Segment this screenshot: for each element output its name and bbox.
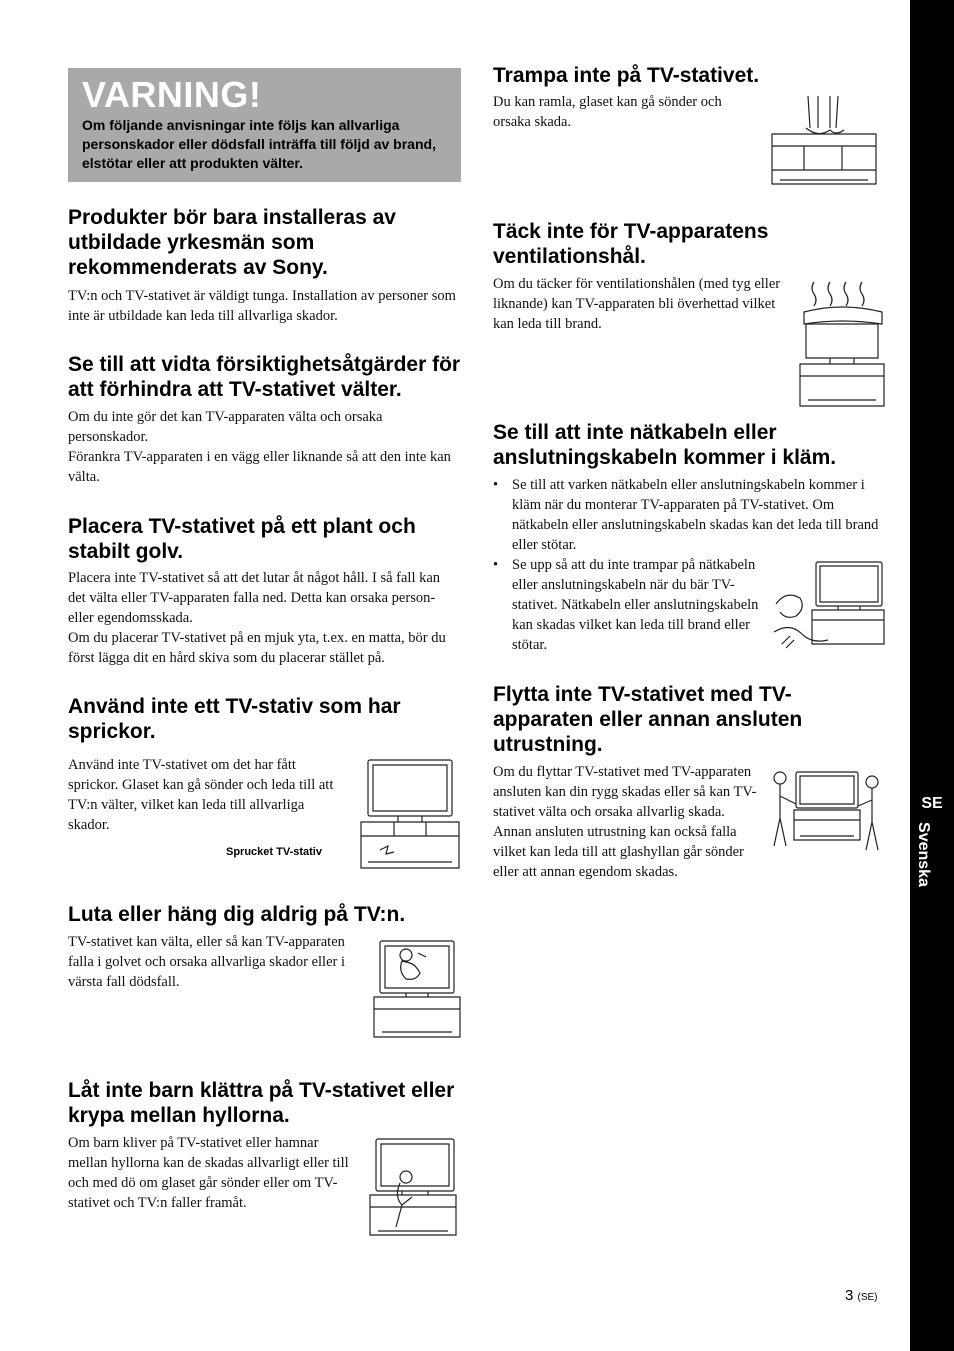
- warning-box: [68, 68, 461, 182]
- heading-children: Låt inte barn klättra på TV-stativet eller krypa mellan hyllorna.: [68, 1079, 455, 1127]
- bullet-marker: •: [493, 477, 499, 493]
- body-step: Du kan ramla, glaset kan gå sönder och orsaka skada.: [493, 94, 722, 130]
- list-item: [493, 475, 885, 555]
- body-lean: TV-stativet kan välta, eller så kan TV-apparaten falla i golvet och orsaka allvarliga skador eller i värsta fall dödsfall.: [68, 934, 346, 990]
- moving-stand-illustration: [768, 766, 886, 864]
- page-number-suffix: (SE): [857, 1292, 878, 1303]
- heading-cables: Se till att inte nätkabeln eller anslutningskabeln kommer i kläm.: [493, 421, 837, 469]
- bullet-marker: •: [493, 557, 499, 573]
- page-number: [845, 1287, 878, 1304]
- heading-flat-floor: Placera TV-stativet på ett plant och stabilt golv.: [68, 515, 416, 563]
- step-on-stand-illustration: [764, 94, 884, 192]
- body-flat-floor-1: Placera inte TV-stativet så att det lutar åt något håll. I så fall kan det välta eller TV-apparaten falla ned. Detta kan orsaka person- eller egendomsskada.: [68, 570, 441, 626]
- language-name: Svenska: [915, 822, 932, 887]
- heading-step: Trampa inte på TV-stativet.: [493, 64, 760, 87]
- covered-ventilation-illustration: [796, 278, 888, 412]
- heading-tip-over: Se till att vidta försiktighetsåtgärder för att förhindra att TV-stativet välter.: [68, 353, 461, 401]
- child-climbing-illustration: [364, 1135, 460, 1241]
- cable-pinch-illustration: [772, 560, 886, 654]
- body-cracked-stand: Använd inte TV-stativet om det har fått sprickor. Glaset kan gå sönder och leda till att TV:n välter, vilket kan leda till allvarliga skador.: [68, 757, 334, 833]
- cracked-stand-illustration: [358, 758, 462, 874]
- body-flat-floor-2: Om du placerar TV-stativet på en mjuk yta, t.ex. en matta, bör du först lägga dit en hård skiva som du placerar stället på.: [68, 630, 446, 666]
- heading-cracked-stand: Använd inte ett TV-stativ som har sprickor.: [68, 695, 401, 743]
- body-tip-over-1: Om du inte gör det kan TV-apparaten välta och orsaka personskador.: [68, 409, 383, 445]
- heading-ventilation: Täck inte för TV-apparatens ventilationshål.: [493, 220, 769, 268]
- body-moving: Om du flyttar TV-stativet med TV-apparaten ansluten kan din rygg skadas eller så kan TV-stativet välta och orsaka allvarlig skada. Annan ansluten utrustning kan också falla vilket kan leda till att glashyllan går sönder eller att annan egendom skadas.: [493, 764, 757, 880]
- page-number-value: 3: [845, 1287, 854, 1304]
- body-tip-over-2: Förankra TV-apparaten i en vägg eller liknande så att den inte kan välta.: [68, 449, 451, 485]
- caption-cracked-stand: Sprucket TV-stativ: [226, 846, 322, 858]
- body-children: Om barn kliver på TV-stativet eller hamnar mellan hyllorna kan de skadas allvarligt eller till och med dö om glaset går sönder eller om TV-stativet och TV:n faller framåt.: [68, 1135, 349, 1211]
- body-ventilation: Om du täcker för ventilationshålen (med tyg eller liknande) kan TV-apparaten bli överhettad vilket kan leda till brand.: [493, 276, 781, 332]
- language-code: SE: [921, 795, 943, 812]
- bullet-text: Se till att varken nätkabeln eller anslutningskabeln kommer i kläm när du monterar TV-apparaten på TV-stativet. Om nätkabeln eller anslutningskabeln skadas kan det leda till brand eller stötar.: [512, 477, 879, 553]
- body-installation: TV:n och TV-stativet är väldigt tunga. Installation av personer som inte är utbildade kan leda till allvarliga skador.: [68, 288, 456, 324]
- lean-on-tv-illustration: [372, 935, 462, 1043]
- warning-title: VARNING!: [82, 74, 262, 115]
- warning-text: Om följande anvisningar inte följs kan allvarliga personskador eller dödsfall inträffa till följd av brand, elstötar eller att produkten välter.: [82, 117, 436, 171]
- list-item: [493, 555, 762, 655]
- heading-moving: Flytta inte TV-stativet med TV-apparaten eller annan ansluten utrustning.: [493, 683, 803, 756]
- bullet-text: Se upp så att du inte trampar på nätkabeln eller anslutningskabeln när du bär TV-stativet. Nätkabeln eller anslutningskabeln kan skadas vilket kan leda till brand eller stötar.: [512, 557, 759, 653]
- heading-installation: Produkter bör bara installeras av utbildade yrkesmän som rekommenderats av Sony.: [68, 206, 396, 279]
- heading-lean: Luta eller häng dig aldrig på TV:n.: [68, 903, 406, 926]
- language-side-tab: [910, 0, 954, 1351]
